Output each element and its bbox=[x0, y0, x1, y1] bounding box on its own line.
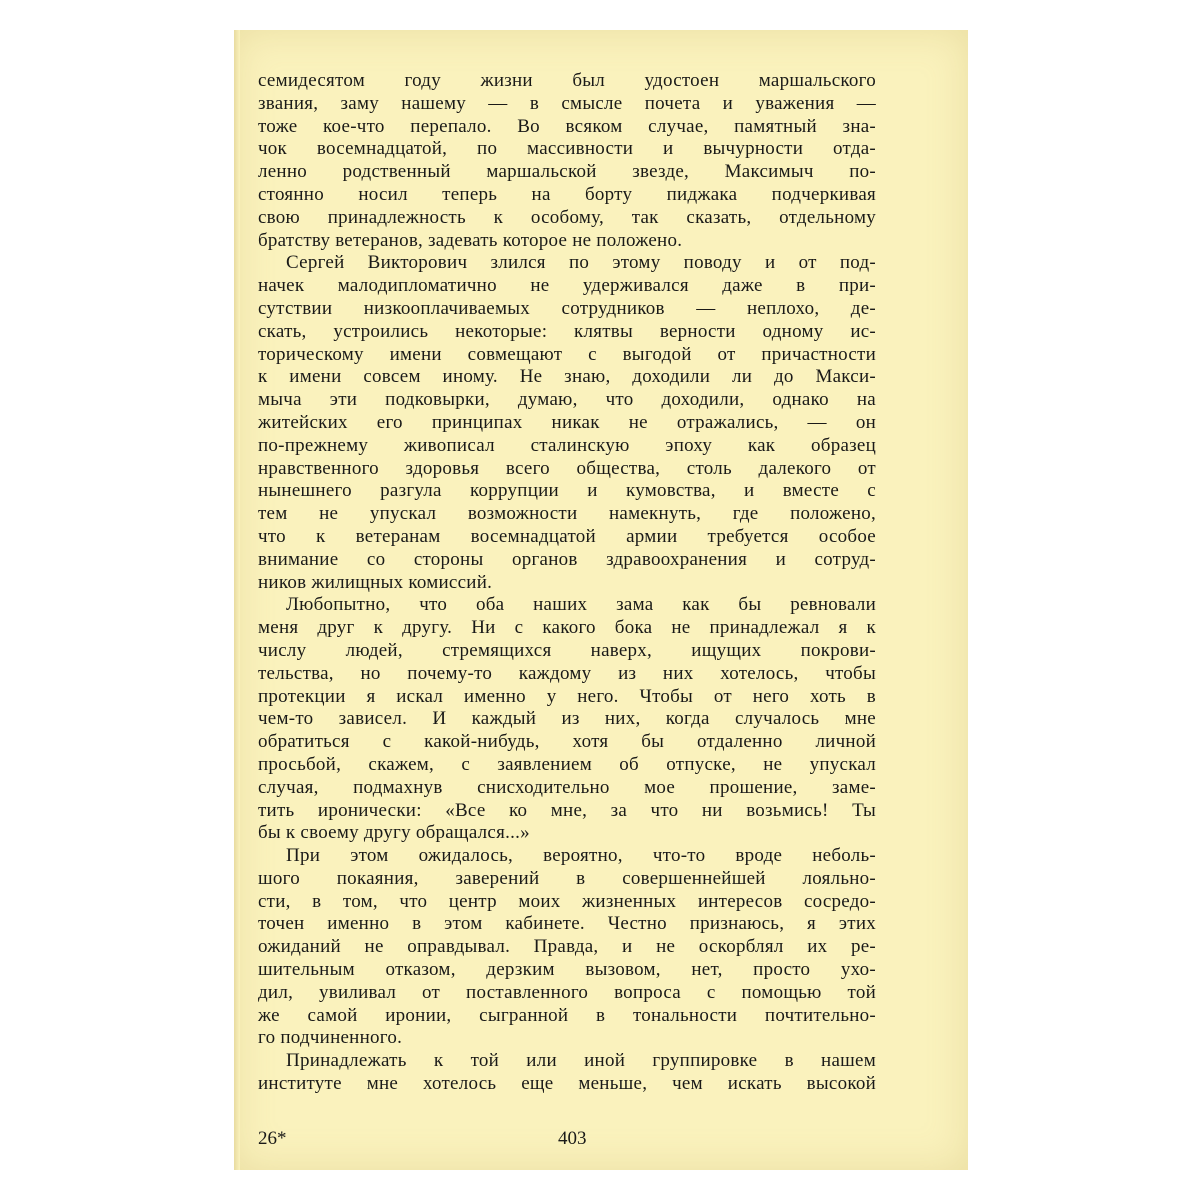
text-line: институте мне хотелось еще меньше, чем искать высокой bbox=[258, 1073, 876, 1095]
text-line: сутствии низкооплачиваемых сотрудников — неплохо, де- bbox=[258, 297, 876, 319]
text-line: меня друг к другу. Ни с какого бока не принадлежал я к bbox=[258, 617, 876, 639]
text-line: Сергей Викторович злился по этому поводу и от под- bbox=[286, 252, 876, 274]
text-line: братству ветеранов, задевать которое не положено. bbox=[258, 229, 683, 251]
text-line: сти, в том, что центр моих жизненных интересов сосредо- bbox=[258, 890, 876, 912]
page-number: 403 bbox=[558, 1128, 587, 1149]
text-line: просьбой, скажем, с заявлением об отпуске, не упускал bbox=[258, 753, 876, 775]
text-line: ленно родственный маршальской звезде, Максимыч по- bbox=[258, 161, 876, 183]
text-line: протекции я искал именно у него. Чтобы от него хоть в bbox=[258, 685, 876, 707]
text-line: мыча эти подковырки, думаю, что доходили, однако на bbox=[258, 389, 876, 411]
text-line: случая, подмахнув снисходительно мое прошение, заме- bbox=[258, 776, 876, 798]
page-text bbox=[258, 70, 876, 1096]
text-line: числу людей, стремящихся наверх, ищущих покрови- bbox=[258, 639, 876, 661]
text-line: что к ветеранам восемнадцатой армии требуется особое bbox=[258, 525, 876, 547]
text-line: шительным отказом, дерзким вызовом, нет, просто ухо- bbox=[258, 959, 876, 981]
text-line: внимание со стороны органов здравоохранения и сотруд- bbox=[258, 548, 876, 570]
text-line: скать, устроились некоторые: клятвы верности одному ис- bbox=[258, 320, 876, 342]
text-line: тельства, но почему-то каждому из них хотелось, чтобы bbox=[258, 662, 876, 684]
text-line: тоже кое-что перепало. Во всяком случае, памятный зна- bbox=[258, 115, 876, 137]
text-line: тем не упускал возможности намекнуть, где положено, bbox=[258, 503, 876, 525]
text-line: точен именно в этом кабинете. Честно признаюсь, я этих bbox=[258, 913, 876, 935]
text-line: ников жилищных комиссий. bbox=[258, 571, 493, 593]
text-line: нравственного здоровья всего общества, столь далекого от bbox=[258, 457, 876, 479]
text-line: по-прежнему живописал сталинскую эпоху как образец bbox=[258, 434, 876, 456]
text-line: стоянно носил теперь на борту пиджака подчеркивая bbox=[258, 183, 876, 205]
text-line: ожиданий не оправдывал. Правда, и не оскорблял их ре- bbox=[258, 936, 876, 958]
text-line: дил, увиливал от поставленного вопроса с помощью той bbox=[258, 981, 876, 1003]
text-line: чок восемнадцатой, по массивности и вычурности отда- bbox=[258, 138, 876, 160]
text-line: нынешнего разгула коррупции и кумовства, и вместе с bbox=[258, 480, 876, 502]
text-line: Принадлежать к той или иной группировке в нашем bbox=[286, 1050, 876, 1072]
text-line: свою принадлежность к особому, так сказать, отдельному bbox=[258, 206, 876, 228]
text-line: семидесятом году жизни был удостоен маршальского bbox=[258, 70, 876, 91]
text-line: звания, заму нашему — в смысле почета и уважения — bbox=[258, 92, 876, 114]
text-line: При этом ожидалось, вероятно, что-то вроде неболь- bbox=[286, 845, 876, 867]
text-line: Любопытно, что оба наших зама как бы ревновали bbox=[286, 594, 876, 616]
text-line: бы к своему другу обращался...» bbox=[258, 822, 530, 844]
text-line: торическому имени совмещают с выгодой от причастности bbox=[258, 343, 876, 365]
signature-mark: 26* bbox=[258, 1128, 287, 1149]
book-page bbox=[234, 30, 968, 1170]
text-line: чем-то зависел. И каждый из них, когда случалось мне bbox=[258, 708, 876, 730]
text-line: обратиться с какой-нибудь, хотя бы отдаленно личной bbox=[258, 731, 876, 753]
text-line: го подчиненного. bbox=[258, 1027, 403, 1049]
text-line: шого покаяния, заверений в совершеннейшей лояльно- bbox=[258, 867, 876, 889]
text-line: к имени совсем иному. Не знаю, доходили ли до Макси- bbox=[258, 366, 876, 388]
text-line: житейских его принципах никак не отражались, — он bbox=[258, 411, 876, 433]
text-line: же самой иронии, сыгранной в тональности почтительно- bbox=[258, 1004, 876, 1026]
text-line: начек малодипломатично не удерживался даже в при- bbox=[258, 275, 876, 297]
text-line: тить иронически: «Все ко мне, за что ни возьмись! Ты bbox=[258, 799, 876, 821]
